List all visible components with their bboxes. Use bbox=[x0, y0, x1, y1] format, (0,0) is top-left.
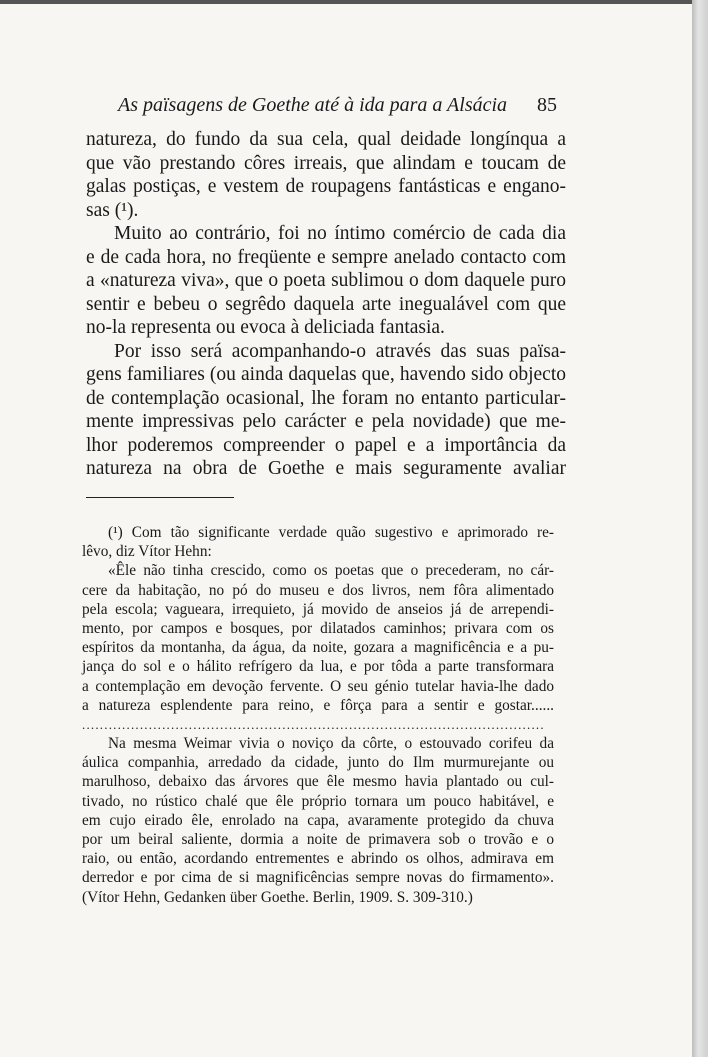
footnote-line: lêvo, diz Vítor Hehn: bbox=[82, 543, 212, 561]
footnote-line: Na mesma Weimar vivia o noviço da côrte, o estouvado corifeu da bbox=[108, 735, 554, 753]
page-number: 85 bbox=[537, 94, 557, 116]
text-line: e de cada hora, no freqüente e sempre anelado contacto com bbox=[86, 246, 566, 268]
text-line: Muito ao contrário, foi no íntimo comércio de cada dia bbox=[114, 223, 566, 244]
footnote-line: pela escola; vagueara, irrequieto, já movido de anseios já de arrependi- bbox=[82, 600, 554, 618]
footnote-line: jança do sol e o hálito refrígero da lua, e por tôda a parte transformara bbox=[82, 658, 554, 676]
text-line: que vão prestando côres irreais, que alindam e toucam de bbox=[86, 152, 566, 174]
text-line: natureza na obra de Goethe e mais seguramente avaliar bbox=[86, 458, 566, 479]
main-text bbox=[86, 128, 566, 481]
text-line: sas (¹). bbox=[86, 199, 139, 221]
footnote-line: derredor e por cima de si magnificências sempre novas do firmamento». bbox=[82, 869, 554, 887]
ellipsis-row: ........................................................................................................ bbox=[82, 716, 545, 732]
footnote-line: a natureza esplendente para reino, e fôrça para a sentir e gostar...... bbox=[82, 696, 554, 714]
text-line: no-la representa ou evoca à deliciada fantasia. bbox=[86, 317, 445, 338]
page-edge bbox=[692, 0, 708, 1057]
running-header: As païsagens de Goethe até à ida para a Alsácia bbox=[118, 94, 508, 116]
text-line: mente impressivas pelo carácter e pela novidade) que me- bbox=[86, 411, 566, 432]
footnote-line: raio, ou então, acordando entrementes e abrindo os olhos, admirava em bbox=[82, 850, 554, 868]
footnote-line: por um beiral saliente, dormia a noite de primavera sob o trovão e o bbox=[82, 831, 554, 848]
footnote-line: cere da habitação, no pó do museu e dos livros, nem fôra alimentado bbox=[82, 581, 554, 599]
text-line: lhor poderemos compreender o papel e a importância da bbox=[86, 434, 566, 456]
footnote-line: mento, por campos e bosques, por dilatados caminhos; privara com os bbox=[82, 619, 554, 637]
footnote-line: «Êle não tinha crescido, como os poetas que o precederam, no cár- bbox=[108, 562, 554, 580]
footnote-line: em cujo eirado êle, enrolado na capa, avaramente protegido da chuva bbox=[82, 811, 554, 829]
text-line: a «natureza viva», que o poeta sublimou o dom daquele puro bbox=[86, 270, 566, 291]
footnote bbox=[82, 523, 554, 907]
text-line: de contemplação ocasional, lhe foram no entanto particular- bbox=[86, 387, 566, 409]
text-line: natureza, do fundo da sua cela, qual deidade longínqua a bbox=[86, 129, 566, 150]
text-line: galas postiças, e vestem de roupagens fantásticas e engano- bbox=[86, 176, 566, 197]
text-line: gens familiares (ou ainda daquelas que, havendo sido objecto bbox=[86, 364, 566, 385]
footnote-line: (¹) Com tão significante verdade quão sugestivo e aprimorado re- bbox=[108, 524, 554, 541]
text-line: Por isso será acompanhando-o através das suas païsa- bbox=[114, 340, 566, 362]
footnote-citation: (Vítor Hehn, Gedanken über Goethe. Berlin, 1909. S. 309-310.) bbox=[82, 888, 473, 906]
footnote-line: marulhoso, debaixo das árvores que êle mesmo havia plantado ou cul- bbox=[82, 773, 554, 791]
footnote-line: a contemplação em devoção fervente. O seu génio tutelar havia-lhe dado bbox=[82, 677, 554, 695]
footnote-line: áulica companhia, arredado da cidade, junto do Ilm murmurejante ou bbox=[82, 754, 554, 772]
footnote-line: espíritos da montanha, da água, da noite, gozara a magnificência e a pu- bbox=[82, 639, 554, 657]
text-line: sentir e bebeu o segrêdo daquela arte inegualável com que bbox=[86, 293, 566, 315]
footnote-rule bbox=[86, 497, 234, 498]
footnote-line: tivado, no rústico chalé que êle próprio tornara um pouco habitável, e bbox=[82, 792, 554, 810]
top-border bbox=[0, 0, 692, 4]
